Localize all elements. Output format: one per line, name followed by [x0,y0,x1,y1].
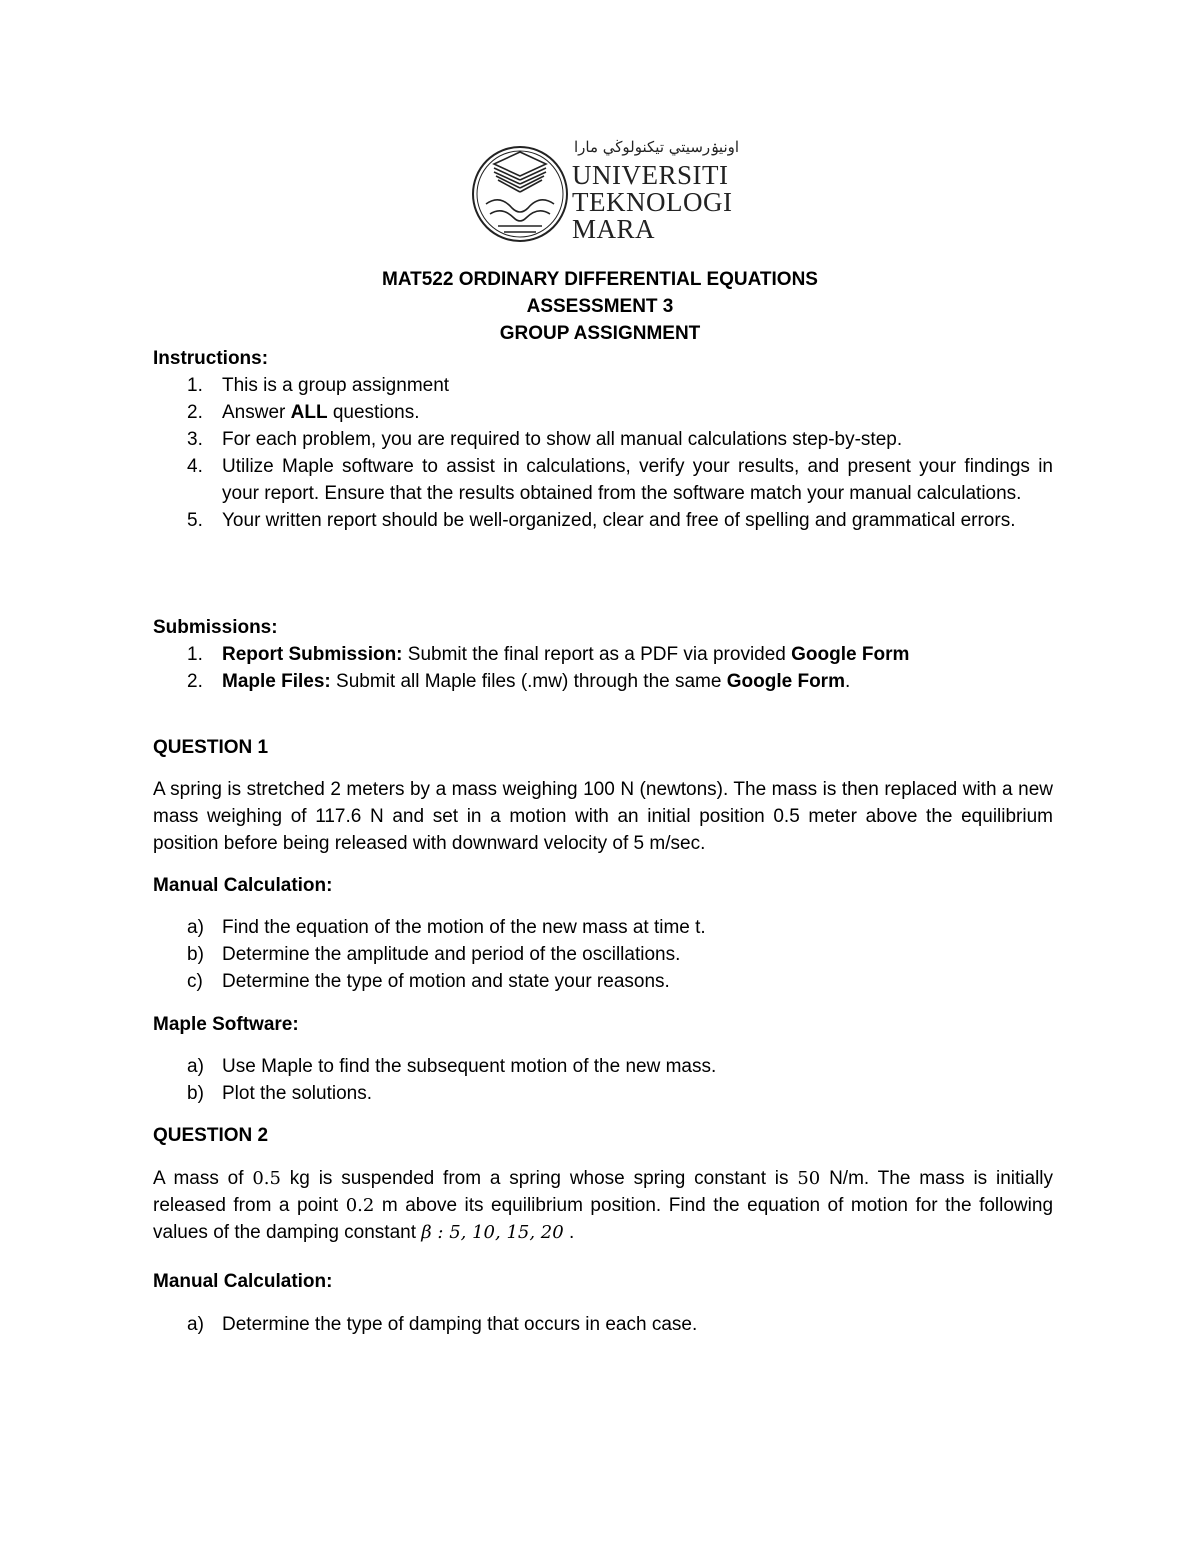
list-number: 5. [187,510,203,531]
body-text: kg is suspended from a spring whose spring constant is [280,1168,798,1189]
question-2-manual-list-block [153,1311,1053,1338]
maple-software-heading: Maple Software: [153,1014,299,1035]
list-text: Find the equation of the motion of the new mass at time t. [222,917,706,938]
question-1-manual-section [153,872,1053,899]
list-text: Your written report should be well-organized, clear and free of spelling and grammatical errors. [222,510,1016,531]
list-text: Plot the solutions. [222,1083,372,1104]
body-text: m above its equilibrium position. Find the equation of motion for the following values of the damping constant [153,1195,1054,1243]
math-value: 50 [797,1168,821,1189]
list-number: 3. [187,429,203,450]
list-label: Maple Files: [222,671,331,692]
list-number: 1. [187,644,203,665]
list-text: Determine the amplitude and period of the oscillations. [222,944,681,965]
list-number: a) [187,1056,204,1077]
list-number: 2. [187,402,203,423]
list-item [153,453,1053,507]
list-emphasis: Google Form [726,671,845,692]
question-1-manual-list-block [153,914,1053,995]
list-text: For each problem, you are required to show all manual calculations step-by-step. [222,429,903,450]
question-2-body [153,1165,1053,1246]
list-item [153,968,1053,995]
question-2-manual-list [153,1311,1053,1338]
list-text: . [844,671,851,692]
logo-line-1: UNIVERSITI [572,160,729,190]
list-text: This is a group assignment [222,375,450,396]
list-item [153,941,1053,968]
uitm-crest-icon [470,138,570,250]
body-text: N/m. The mass is initially released from a point [153,1168,1054,1216]
manual-calculation-heading: Manual Calculation: [153,875,333,896]
logo-line-2: TEKNOLOGI [572,187,733,217]
list-number: a) [187,1314,204,1335]
list-emphasis: ALL [290,402,328,423]
question-1-maple-section [153,1011,1053,1038]
logo-jawi-text: اونيۏرسيتي تيکنولوڬي مارا [574,138,740,156]
logo-line-3: MARA [572,214,656,244]
list-text: questions. [327,402,420,423]
submissions-section [153,614,1053,695]
list-number: a) [187,917,204,938]
logo-wordmark [572,162,732,243]
list-emphasis: Google Form [791,644,910,665]
math-value: 0.2 [345,1195,375,1216]
list-item [153,668,1053,695]
body-text: A mass of [153,1168,253,1189]
question-2-manual-section [153,1268,1053,1295]
list-number: 2. [187,671,203,692]
list-text: Determine the type of damping that occurs in each case. [222,1314,698,1335]
list-item [153,426,1053,453]
submissions-list [153,641,1053,695]
list-text: Answer [222,402,291,423]
list-text: Use Maple to find the subsequent motion of the new mass. [222,1056,717,1077]
list-text: Utilize Maple software to assist in calculations, verify your results, and present your findings in your report. Ensure that the results obtained from the software match your manual calculations. [222,456,1053,504]
question-1-maple-list-block [153,1053,1053,1107]
list-number: b) [187,944,204,965]
list-number: c) [187,971,203,992]
question-1-heading: QUESTION 1 [153,737,269,758]
list-text: Submit all Maple files (.mw) through the same [330,671,727,692]
manual-calculation-heading: Manual Calculation: [153,1271,333,1292]
list-text: Determine the type of motion and state your reasons. [222,971,670,992]
instructions-section [153,345,1053,534]
list-item [153,507,1053,534]
list-number: b) [187,1083,204,1104]
math-value: 0.5 [252,1168,281,1189]
question-2-heading-block [153,1122,1053,1149]
question-1-heading-block [153,734,1053,761]
list-item [153,1080,1053,1107]
course-title: MAT522 ORDINARY DIFFERENTIAL EQUATIONS [382,269,818,290]
math-value: β : 5, 10, 15, 20 [421,1222,564,1243]
list-number: 1. [187,375,203,396]
list-label: Report Submission: [222,644,403,665]
assessment-title: ASSESSMENT 3 [526,296,674,317]
question-2-heading: QUESTION 2 [153,1125,269,1146]
list-item [153,914,1053,941]
instructions-list [153,372,1053,534]
question-1-body: A spring is stretched 2 meters by a mass weighing 100 N (newtons). The mass is then replaced with a new mass weighing of 117.6 N and set in a motion with an initial position 0.5 meter above the equilibrium position before being released with downward velocity of 5 m/sec. [153,779,1053,854]
question-1-manual-list [153,914,1053,995]
assignment-title: GROUP ASSIGNMENT [499,323,701,344]
list-item [153,372,1053,399]
submissions-heading: Submissions: [153,617,278,638]
question-1-maple-list [153,1053,1053,1107]
list-item [153,1053,1053,1080]
list-number: 4. [187,456,203,477]
body-text: . [563,1222,575,1243]
list-item [153,399,1053,426]
list-text: Submit the final report as a PDF via provided [402,644,792,665]
document-title [0,266,1200,347]
list-item [153,1311,1053,1338]
list-item [153,641,1053,668]
instructions-heading: Instructions: [153,348,269,369]
university-logo [470,138,740,250]
